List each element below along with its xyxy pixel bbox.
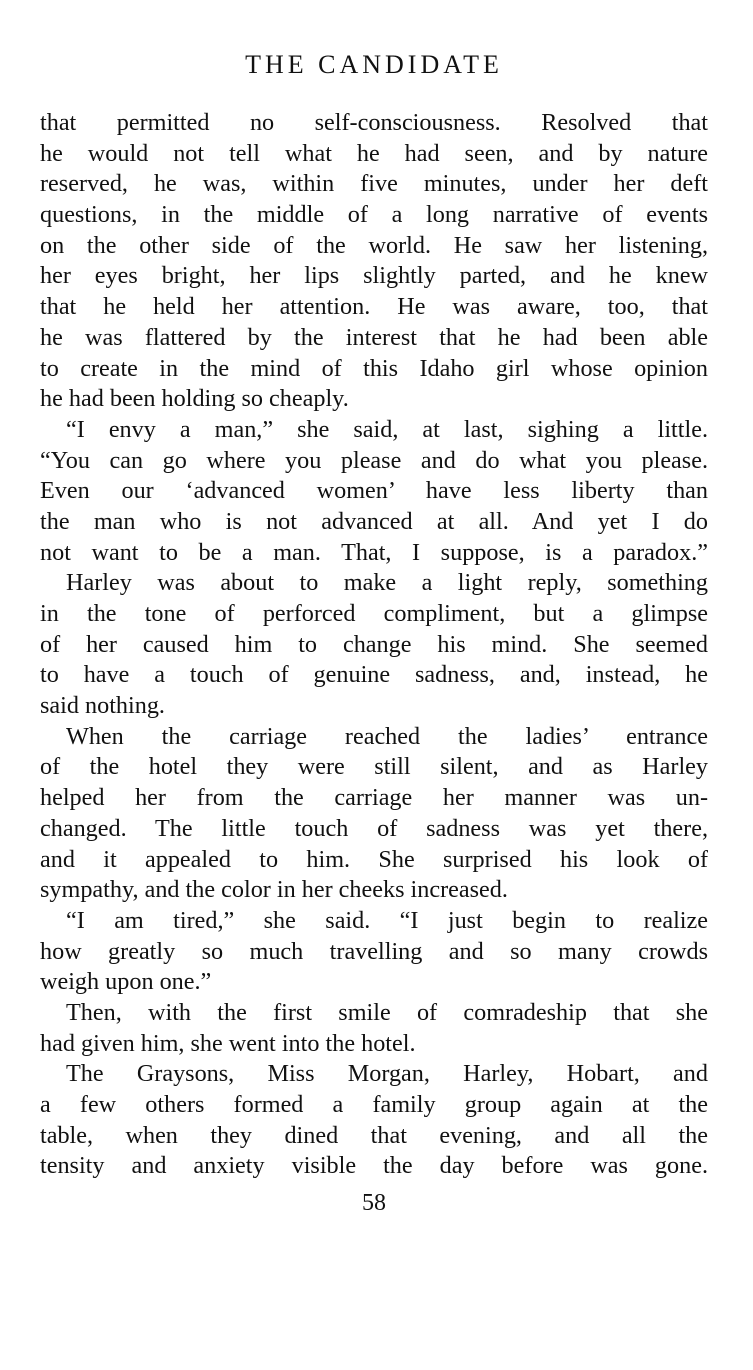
text-line: of her caused him to change his mind. She seemed	[40, 630, 708, 658]
text-line: that permitted no self-consciousness. Resolved that	[40, 109, 708, 136]
body-text	[40, 108, 708, 1182]
text-line: he had been holding so cheaply.	[40, 385, 349, 413]
book-page	[40, 0, 708, 1218]
text-line: “I envy a man,” she said, at last, sighing a little.	[66, 415, 708, 443]
text-line: Then, with the first smile of comradeship that she	[66, 998, 708, 1026]
text-line: how greatly so much travelling and so many crowds	[40, 937, 708, 965]
text-line: and it appealed to him. She surprised his look of	[40, 845, 708, 873]
text-line: that he held her attention. He was aware, too, that	[40, 293, 708, 321]
text-line: of the hotel they were still silent, and as Harley	[40, 753, 708, 781]
text-line: reserved, he was, within five minutes, under her deft	[40, 170, 708, 198]
text-line: said nothing.	[40, 692, 165, 720]
text-line: weigh upon one.”	[40, 968, 212, 996]
text-line: helped her from the carriage her manner was un-	[40, 784, 708, 812]
text-line: Even our ‘advanced women’ have less liberty than	[40, 477, 708, 505]
text-line: had given him, she went into the hotel.	[40, 1029, 416, 1057]
text-line: he was flattered by the interest that he had been able	[40, 323, 708, 351]
text-line: “I am tired,” she said. “I just begin to realize	[66, 906, 708, 934]
text-line: a few others formed a family group again at the	[40, 1091, 708, 1118]
text-line: “You can go where you please and do what you please.	[40, 446, 708, 474]
text-line: Harley was about to make a light reply, something	[66, 569, 708, 597]
text-line: her eyes bright, her lips slightly parted, and he knew	[40, 262, 708, 290]
text-line: the man who is not advanced at all. And yet I do	[40, 507, 708, 535]
text-line: to create in the mind of this Idaho girl whose opinion	[40, 354, 708, 382]
text-line: questions, in the middle of a long narrative of events	[40, 201, 708, 229]
text-line: changed. The little touch of sadness was yet there,	[40, 814, 708, 842]
text-line: tensity and anxiety visible the day before was gone.	[40, 1152, 708, 1180]
text-line: on the other side of the world. He saw her listening,	[40, 231, 708, 259]
text-line: not want to be a man. That, I suppose, is a paradox.”	[40, 538, 708, 566]
text-line: in the tone of perforced compliment, but a glimpse	[40, 600, 708, 627]
text-line: table, when they dined that evening, and all the	[40, 1121, 708, 1149]
page-number: 58	[362, 1190, 386, 1217]
text-line: When the carriage reached the ladies’ entrance	[66, 722, 708, 750]
text-line: he would not tell what he had seen, and by nature	[40, 139, 708, 167]
text-line: to have a touch of genuine sadness, and, instead, he	[40, 661, 708, 689]
running-head: THE CANDIDATE	[245, 50, 503, 79]
text-line: The Graysons, Miss Morgan, Harley, Hobart, and	[66, 1060, 708, 1088]
text-line: sympathy, and the color in her cheeks increased.	[40, 876, 508, 904]
